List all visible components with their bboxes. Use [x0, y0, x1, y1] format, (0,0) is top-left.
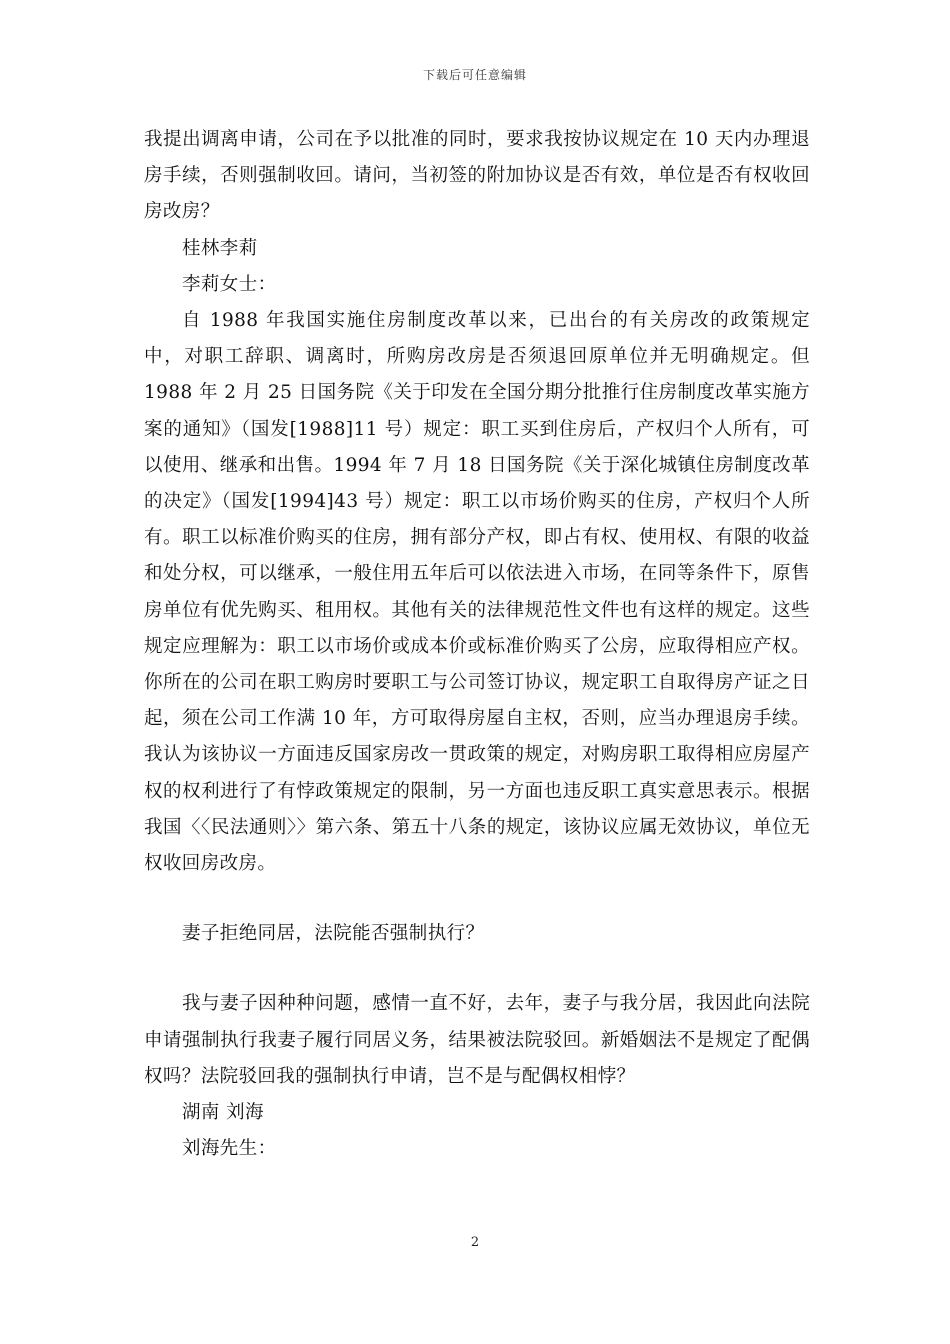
answer-paragraph-1: 自 1988 年我国实施住房制度改革以来，已出台的有关房改的政策规定中，对职工辞职、调离时，所购房改房是否须退回原单位并无明确规定。但 1988 年 2 月 25 日国务院《关于印发在全国分期分批推行住房制度改革实施方案的通知》（国发[1988]11 号）规定：职工买到住房后，产权归个人所有，可以使用、继承和出售。1994 年 7 月 18 日国务院《关于深化城镇住房制度改革的决定》（国发[1994]43 号）规定：职工以市场价购买的住房，产权归个人所有。职工以标准价购买的住房，拥有部分产权，即占有权、使用权、有限的收益和处分权，可以继承，一般住用五年后可以依法进入市场，在同等条件下，原售房单位有优先购买、租用权。其他有关的法律规范性文件也有这样的规定。这些规定应理解为：职工以市场价或成本价或标准价购买了公房，应取得相应产权。你所在的公司在职工购房时要职工与公司签订协议，规定职工自取得房产证之日起，须在公司工作满 10 年，方可取得房屋自主权，否则，应当办理退房手续。我认为该协议一方面违反国家房改一贯政策的规定，对购房职工取得相应房屋产权的权利进行了有悖政策规定的限制，另一方面也违反职工真实意思表示。根据我国〈〈民法通则〉〉第六条、第五十八条的规定，该协议应属无效协议，单位无权收回房改房。 — [144, 310, 810, 875]
document-body — [144, 122, 810, 1167]
page-number: 2 — [470, 1235, 480, 1250]
page-header: 下载后可任意编辑 — [422, 68, 527, 82]
spacer — [144, 952, 810, 986]
question-paragraph-1: 我提出调离申请，公司在予以批准的同时，要求我按协议规定在 10 天内办理退房手续，否则强制收回。请问，当初签的附加协议是否有效，单位是否有权收回房改房？ — [144, 129, 810, 223]
section-heading-2: 妻子拒绝同居，法院能否强制执行？ — [182, 923, 485, 945]
spacer — [144, 882, 810, 916]
signature-1: 桂林李莉 — [182, 237, 258, 259]
salutation-1: 李莉女士： — [182, 273, 277, 295]
salutation-2: 刘海先生： — [182, 1138, 277, 1160]
signature-2: 湖南 刘海 — [182, 1102, 264, 1124]
question-paragraph-2: 我与妻子因种种问题，感情一直不好，去年，妻子与我分居，我因此向法院申请强制执行我妻子履行同居义务，结果被法院驳回。新婚姻法不是规定了配偶权吗？法院驳回我的强制执行申请，岂不是与配偶权相悖？ — [144, 993, 810, 1087]
